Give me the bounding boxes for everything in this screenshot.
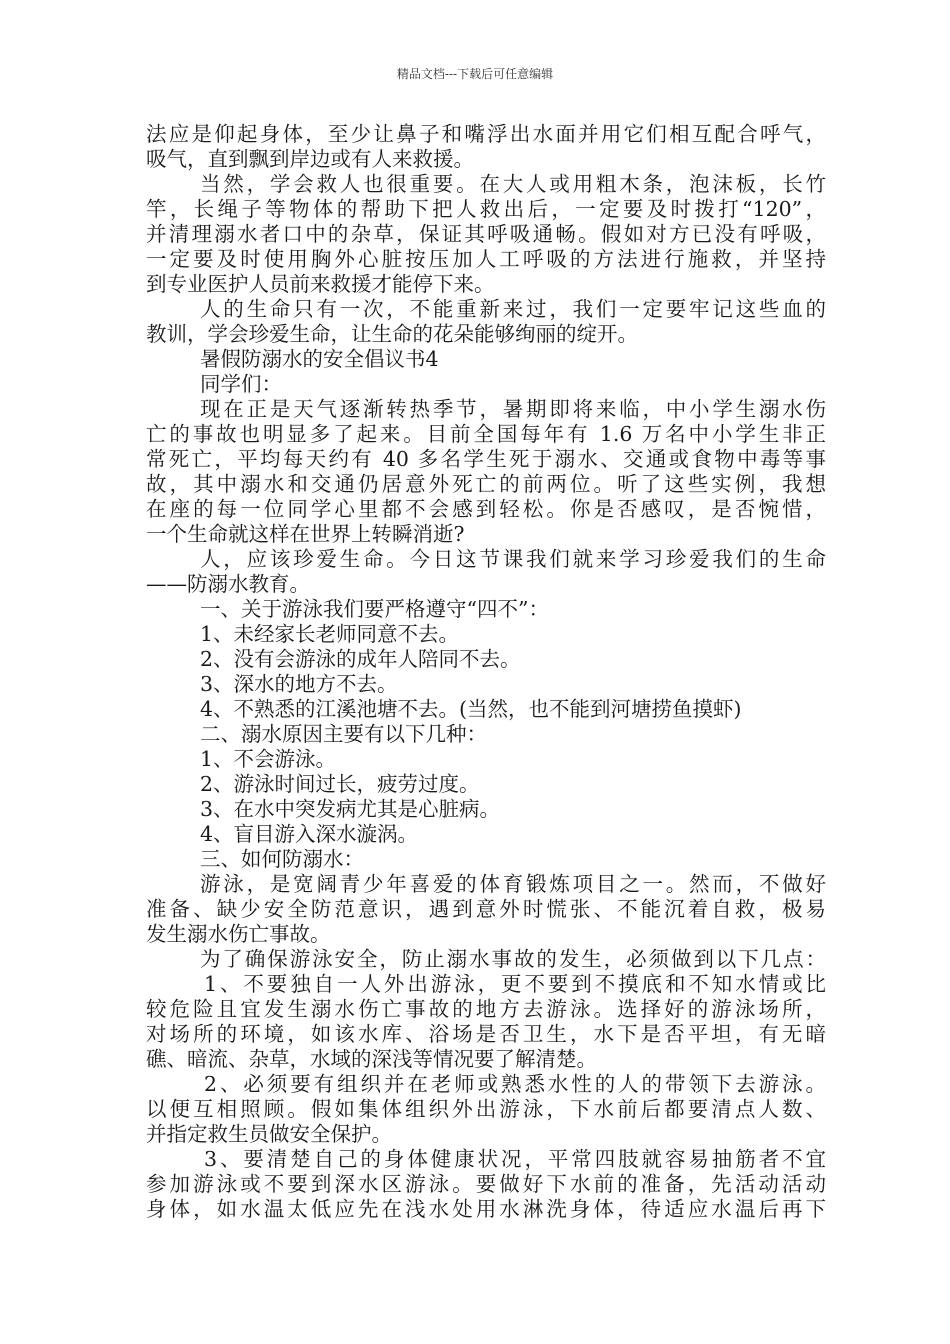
list-item: 2、没有会游泳的成年人陪同不去。 (200, 647, 521, 671)
text-line: 游泳，是宽阔青少年喜爱的体育锻炼项目之一。然而，不做好 (200, 872, 826, 896)
text-line: 一定要及时使用胸外心脏按压加人工呼吸的方法进行施救，并坚持 (146, 247, 826, 271)
list-item: 3、深水的地方不去。 (200, 672, 398, 696)
heading-line: 一、关于游泳我们要严格遵守“四不”： (200, 597, 549, 621)
list-item: 1、未经家长老师同意不去。 (200, 622, 460, 646)
page-header: 精品文档---下载后可任意编辑 (396, 67, 554, 81)
text-line: 对场所的环境，如该水库、浴场是否卫生，水下是否平坦，有无暗 (146, 1022, 826, 1046)
document-body (146, 122, 826, 1222)
text-line: 2、必须要有组织并在老师或熟悉水性的人的带领下去游泳。 (204, 1072, 826, 1096)
text-line: 身体，如水温太低应先在浅水处用水淋洗身体，待适应水温后再下 (146, 1197, 826, 1221)
text-line: 准备、缺少安全防范意识，遇到意外时慌张、不能沉着自救，极易 (146, 897, 826, 921)
text-line: 3、要清楚自己的身体健康状况，平常四肢就容易抽筋者不宜 (204, 1147, 826, 1171)
list-item: 4、盲目游入深水漩涡。 (200, 822, 419, 846)
text-line: 为了确保游泳安全，防止溺水事故的发生，必须做到以下几点： (200, 947, 826, 971)
text-line: 以便互相照顾。假如集体组织外出游泳，下水前后都要清点人数、 (146, 1097, 826, 1121)
text-line: 并清理溺水者口中的杂草，保证其呼吸通畅。假如对方已没有呼吸， (146, 222, 826, 246)
text-line: 一个生命就这样在世界上转瞬消逝? (146, 522, 465, 546)
text-line: 在座的每一位同学心里都不会感到轻松。你是否感叹，是否惋惜， (146, 497, 826, 521)
text-line: 法应是仰起身体，至少让鼻子和嘴浮出水面并用它们相互配合呼气， (146, 122, 826, 146)
text-line: 现在正是天气逐渐转热季节，暑期即将来临，中小学生溺水伤 (200, 397, 826, 421)
text-line: 人的生命只有一次，不能重新来过，我们一定要牢记这些血的 (200, 297, 826, 321)
text-line: 参加游泳或不要到深水区游泳。要做好下水前的准备，先活动活动 (146, 1172, 826, 1196)
text-line: 当然，学会救人也很重要。在大人或用粗木条，泡沫板，长竹 (200, 172, 826, 196)
list-item: 4、不熟悉的江溪池塘不去。(当然，也不能到河塘捞鱼摸虾) (200, 697, 742, 721)
text-line: 并指定救生员做安全保护。 (146, 1122, 392, 1146)
text-line: ——防溺水教育。 (146, 572, 310, 596)
list-item: 2、游泳时间过长，疲劳过度。 (200, 772, 480, 796)
list-item: 3、在水中突发病尤其是心脏病。 (200, 797, 501, 821)
text-line: 教训，学会珍爱生命，让生命的花朵能够绚丽的绽开。 (146, 322, 638, 346)
text-line: 亡的事故也明显多了起来。目前全国每年有 1.6 万名中小学生非正 (146, 422, 826, 446)
text-line: 故，其中溺水和交通仍居意外死亡的前两位。听了这些实例，我想 (146, 472, 826, 496)
text-line: 礁、暗流、杂草，水域的深浅等情况要了解清楚。 (146, 1047, 597, 1071)
list-item: 1、不会游泳。 (200, 747, 337, 771)
heading-line: 二、溺水原因主要有以下几种： (200, 722, 487, 746)
salutation: 同学们： (200, 372, 282, 396)
text-line: 1、不要独自一人外出游泳，更不要到不摸底和不知水情或比 (204, 972, 826, 996)
heading-line: 三、如何防溺水： (200, 847, 364, 871)
text-line: 发生溺水伤亡事故。 (146, 922, 331, 946)
text-line: 较危险且宜发生溺水伤亡事故的地方去游泳。选择好的游泳场所， (146, 997, 826, 1021)
text-line: 到专业医护人员前来救援才能停下来。 (146, 272, 495, 296)
text-line: 竿，长绳子等物体的帮助下把人救出后，一定要及时拨打“120”， (146, 197, 826, 221)
text-line: 常死亡，平均每天约有 40 多名学生死于溺水、交通或食物中毒等事 (146, 447, 826, 471)
section-title: 暑假防溺水的安全倡议书4 (200, 347, 439, 371)
text-line: 人，应该珍爱生命。今日这节课我们就来学习珍爱我们的生命 (200, 547, 826, 571)
text-line: 吸气，直到飘到岸边或有人来救援。 (146, 147, 474, 171)
